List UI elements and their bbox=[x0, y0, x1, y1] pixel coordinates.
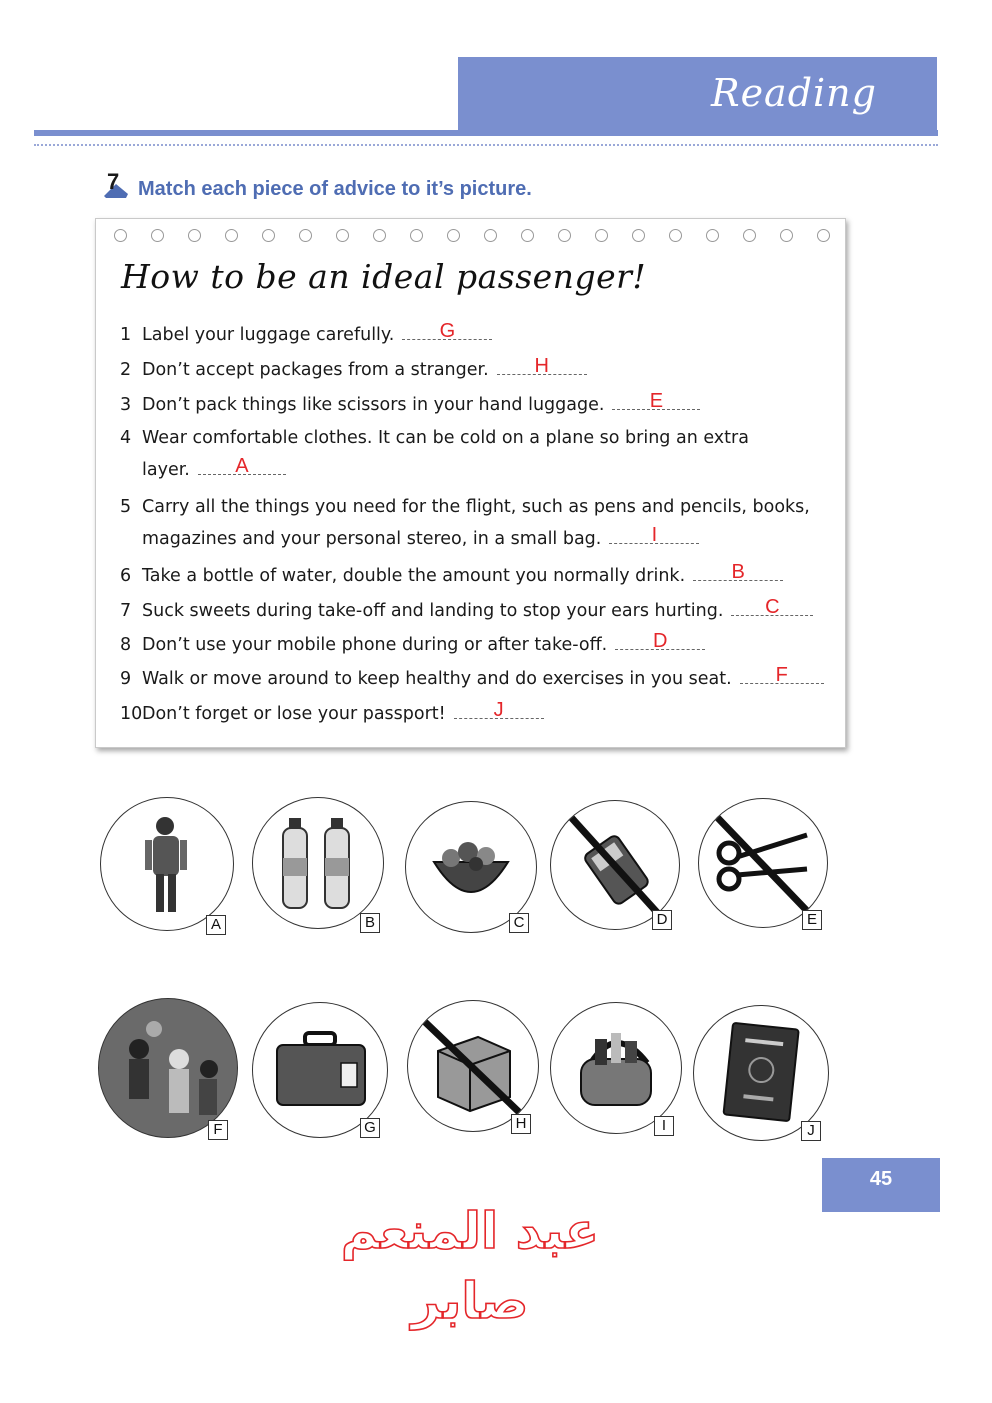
advice-number: 6 bbox=[120, 566, 132, 586]
ring bbox=[151, 229, 164, 242]
picture-label: C bbox=[509, 913, 529, 933]
picture-label: I bbox=[654, 1116, 674, 1136]
advice-text: Don’t forget or lose your passport! bbox=[142, 704, 446, 724]
ring bbox=[558, 229, 571, 242]
advice-number: 7 bbox=[120, 601, 132, 621]
advice-item bbox=[120, 596, 813, 621]
ring bbox=[595, 229, 608, 242]
advice-text: Don’t pack things like scissors in your hand luggage. bbox=[142, 395, 605, 415]
picture-circle bbox=[100, 797, 234, 931]
advice-item bbox=[120, 630, 705, 655]
person-icon bbox=[101, 798, 233, 930]
picture-label: J bbox=[801, 1121, 821, 1141]
section-title: Reading bbox=[710, 71, 877, 115]
advice-text: Don’t accept packages from a stranger. bbox=[142, 360, 489, 380]
answer-blank[interactable] bbox=[402, 320, 492, 342]
dotted-divider bbox=[34, 144, 938, 146]
advice-item bbox=[120, 390, 700, 415]
ring bbox=[114, 229, 127, 242]
advice-text-line2: magazines and your personal stereo, in a small bag. bbox=[142, 529, 602, 549]
ring bbox=[262, 229, 275, 242]
signature-watermark: عبد المنعم صابر bbox=[340, 1202, 600, 1330]
ring bbox=[299, 229, 312, 242]
advice-number: 2 bbox=[120, 360, 132, 380]
advice-text: Don’t use your mobile phone during or after take-off. bbox=[142, 635, 608, 655]
advice-text-continued bbox=[120, 524, 810, 549]
ring bbox=[225, 229, 238, 242]
picture-circle bbox=[407, 1000, 539, 1132]
ring bbox=[817, 229, 830, 242]
answer-letter: B bbox=[731, 561, 745, 583]
picture-label: E bbox=[802, 910, 822, 930]
advice-number: 5 bbox=[120, 497, 132, 517]
ring bbox=[632, 229, 645, 242]
advice-number: 10 bbox=[120, 704, 143, 724]
ring bbox=[410, 229, 423, 242]
picture-label: A bbox=[206, 915, 226, 935]
advice-number: 8 bbox=[120, 635, 132, 655]
page-number-box bbox=[822, 1158, 940, 1212]
ring bbox=[780, 229, 793, 242]
advice-text: Wear comfortable clothes. It can be cold on a plane so bring an extra bbox=[142, 428, 749, 448]
advice-number: 1 bbox=[120, 325, 132, 345]
water-bottles-icon bbox=[253, 798, 383, 928]
answer-letter: A bbox=[235, 455, 249, 477]
answer-blank[interactable] bbox=[615, 630, 705, 652]
ring bbox=[188, 229, 201, 242]
advice-item bbox=[120, 699, 544, 724]
answer-letter: G bbox=[439, 320, 456, 342]
notepad-rings bbox=[110, 229, 830, 245]
picture-label: B bbox=[360, 913, 380, 933]
advice-item bbox=[120, 320, 492, 345]
answer-blank[interactable] bbox=[609, 524, 699, 546]
advice-text: Walk or move around to keep healthy and do exercises in you seat. bbox=[142, 669, 732, 689]
advice-item bbox=[120, 355, 587, 380]
page-number: 45 bbox=[869, 1168, 893, 1190]
advice-item bbox=[120, 664, 824, 689]
answer-blank[interactable] bbox=[740, 664, 824, 686]
ring bbox=[521, 229, 534, 242]
exercise-number: 7 bbox=[107, 169, 120, 194]
advice-text-continued bbox=[120, 455, 749, 480]
ring bbox=[743, 229, 756, 242]
advice-number: 9 bbox=[120, 669, 132, 689]
picture-label: F bbox=[208, 1120, 228, 1140]
advice-text-line2: layer. bbox=[142, 460, 190, 480]
picture-label: H bbox=[511, 1114, 531, 1134]
advice-notepad bbox=[95, 218, 846, 748]
advice-text: Take a bottle of water, double the amount you normally drink. bbox=[142, 566, 686, 586]
answer-blank[interactable] bbox=[612, 390, 700, 412]
passport-icon bbox=[694, 1006, 828, 1140]
answer-blank[interactable] bbox=[454, 699, 544, 721]
answer-letter: J bbox=[493, 699, 504, 721]
answer-letter: F bbox=[775, 664, 788, 686]
answer-letter: I bbox=[651, 524, 658, 546]
advice-item bbox=[120, 497, 810, 549]
notepad-title: How to be an ideal passenger! bbox=[121, 257, 647, 296]
advice-text: Suck sweets during take-off and landing to stop your ears hurting. bbox=[142, 601, 724, 621]
exercise-instruction: Match each piece of advice to it’s picture. bbox=[138, 178, 532, 200]
ring bbox=[706, 229, 719, 242]
picture-label: G bbox=[360, 1118, 380, 1138]
answer-letter: H bbox=[534, 355, 549, 377]
ring bbox=[373, 229, 386, 242]
ring bbox=[484, 229, 497, 242]
ring bbox=[336, 229, 349, 242]
small-bag-icon bbox=[551, 1003, 681, 1133]
advice-item bbox=[120, 561, 783, 586]
advice-item bbox=[120, 428, 749, 480]
answer-blank[interactable] bbox=[693, 561, 783, 583]
advice-text: Carry all the things you need for the flight, such as pens and pencils, books, bbox=[142, 497, 810, 517]
answer-blank[interactable] bbox=[497, 355, 587, 377]
ring bbox=[669, 229, 682, 242]
picture-circle bbox=[98, 998, 238, 1138]
advice-number: 3 bbox=[120, 395, 132, 415]
answer-letter: D bbox=[653, 630, 668, 652]
labelled-suitcase-icon bbox=[253, 1003, 387, 1137]
answer-blank[interactable] bbox=[198, 455, 286, 477]
people-in-cabin-icon bbox=[99, 999, 237, 1137]
answer-letter: C bbox=[765, 596, 780, 618]
answer-letter: E bbox=[649, 390, 664, 412]
advice-text: Label your luggage carefully. bbox=[142, 325, 395, 345]
picture-circle bbox=[252, 797, 384, 929]
section-header bbox=[458, 57, 937, 133]
advice-number: 4 bbox=[120, 428, 132, 448]
no-package-icon bbox=[408, 1001, 538, 1131]
answer-blank[interactable] bbox=[731, 596, 813, 618]
picture-label: D bbox=[652, 910, 672, 930]
no-scissors-icon bbox=[699, 799, 827, 927]
ring bbox=[447, 229, 460, 242]
picture-circle bbox=[698, 798, 828, 928]
picture-circle bbox=[550, 1002, 682, 1134]
